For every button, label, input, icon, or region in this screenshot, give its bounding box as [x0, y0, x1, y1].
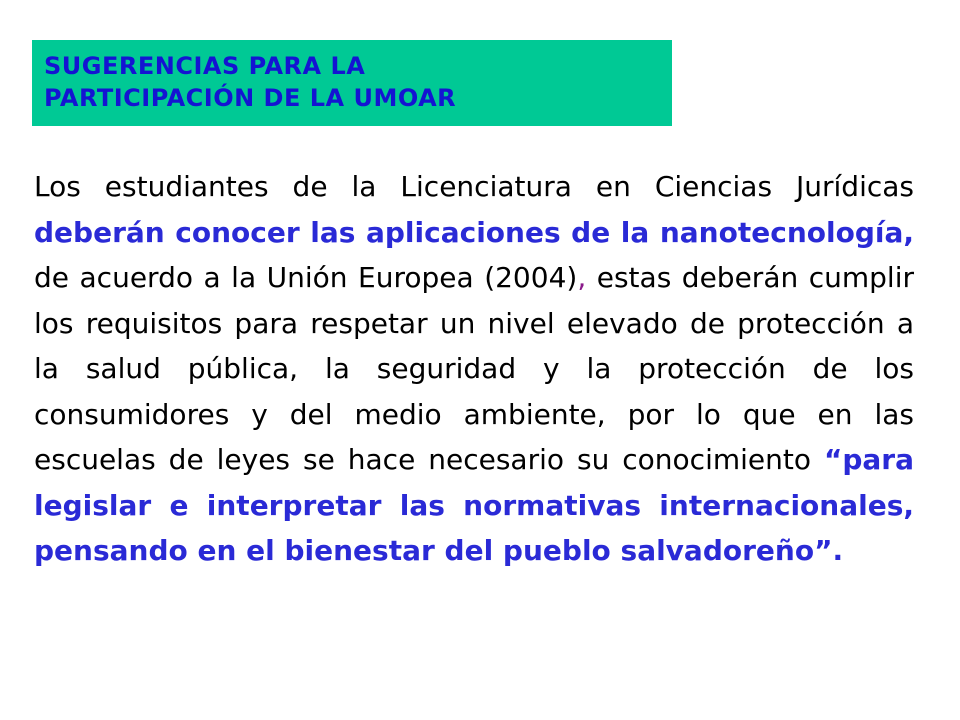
paragraph-highlight-quote: “para legislar e interpretar las normativas internacionales, pensando en el bienestar del pueblo salvadoreño”.: [34, 443, 914, 567]
title-line-1: SUGERENCIAS PARA LA: [44, 52, 366, 80]
title-line-2: PARTICIPACIÓN DE LA UMOAR: [44, 84, 457, 112]
title-banner: [32, 40, 672, 126]
paragraph-text-requirements: estas deberán cumplir los requisitos para respetar un nivel elevado de protección a la salud pública, la seguridad y la protección de los consumidores y del medio ambiente, por lo que en las escuelas de leyes se hace necesario su conocimiento: [34, 261, 914, 476]
paragraph-comma-accent: ,: [577, 261, 587, 294]
paragraph-text-intro: Los estudiantes de la Licenciatura en Ciencias Jurídicas: [34, 170, 914, 203]
body-paragraph: [34, 164, 914, 574]
paragraph-text-eu: de acuerdo a la Unión Europea (2004): [34, 261, 578, 294]
paragraph-highlight-nanotech: deberán conocer las aplicaciones de la nanotecnología,: [34, 215, 914, 249]
